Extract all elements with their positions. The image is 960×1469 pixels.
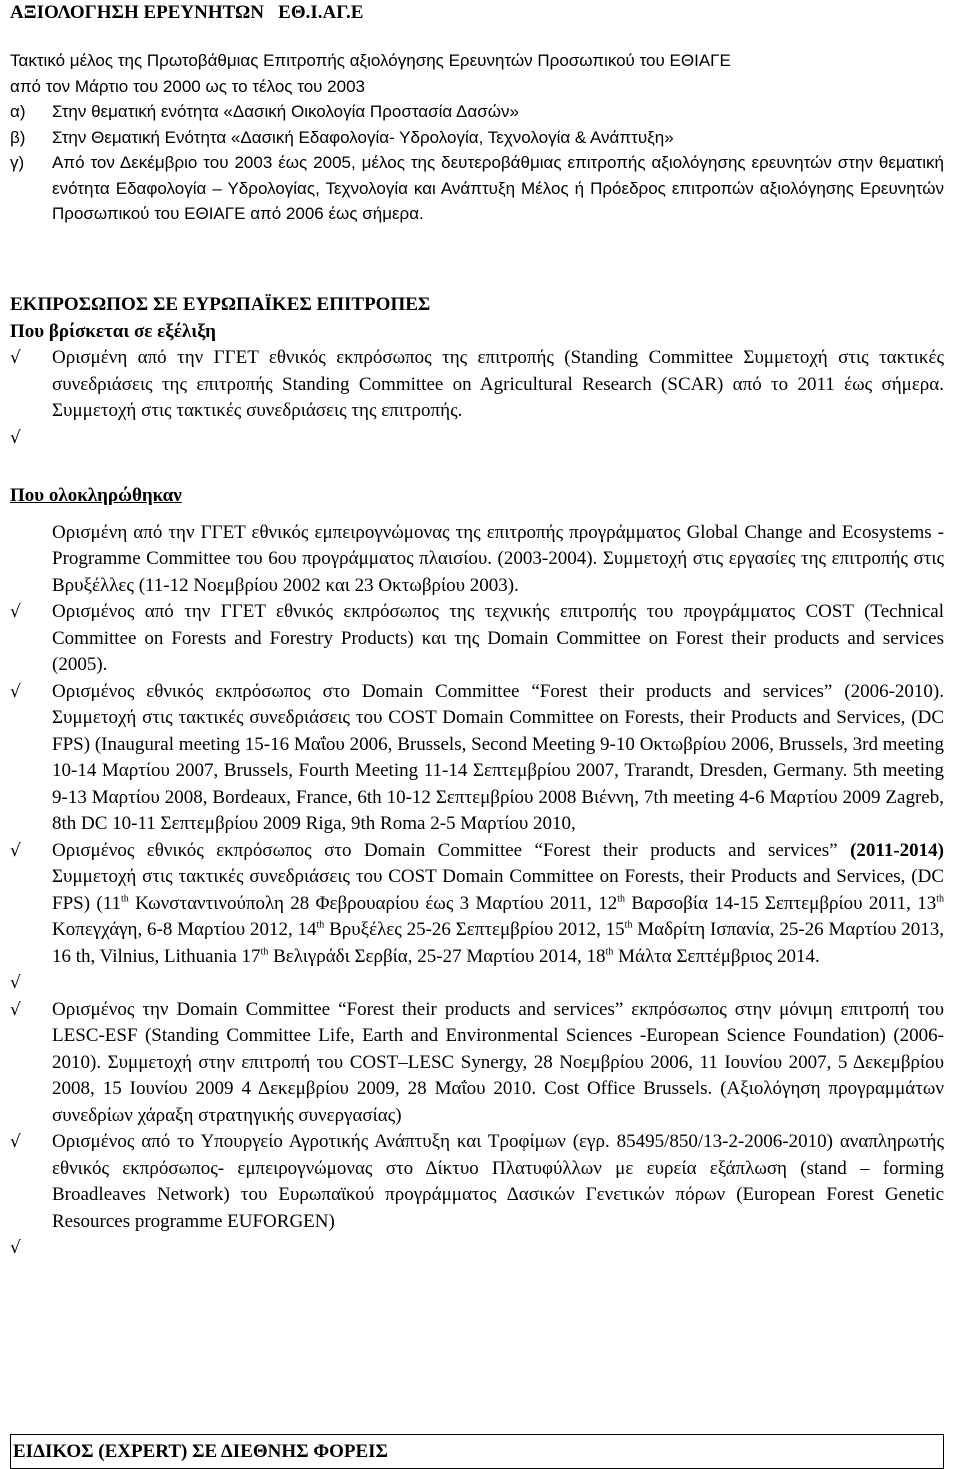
ordinal-suffix: th xyxy=(260,946,269,958)
ordinal-suffix: th xyxy=(617,893,625,905)
text-run: Μάλτα Σεπτέμβριος 2014. xyxy=(613,945,820,967)
eu-section-heading: ΕΚΠΡΟΣΩΠΟΣ ΣΕ ΕΥΡΩΠΑΪΚΕΣ ΕΠΙΤΡΟΠΕΣ xyxy=(10,294,431,315)
ordinal-suffix: th xyxy=(316,919,325,931)
completed-empty-item-2 xyxy=(10,1235,944,1262)
completed-item-text xyxy=(52,838,944,971)
expert-heading-text: ΕΙΔΙΚΟΣ (EXPERT) ΣΕ ΔΙΕΘΝΗΣ ΦΟΡΕΙΣ xyxy=(10,1434,944,1469)
text-run: Βελιγράδι Σερβία, 25-27 Μαρτίου 2014, 18 xyxy=(268,945,606,967)
ordinal-suffix: th xyxy=(936,893,944,905)
completed-item-euforgen xyxy=(10,1129,944,1235)
intro-item-c xyxy=(10,150,944,227)
intro-item-marker: α) xyxy=(10,102,26,121)
completed-empty-item xyxy=(10,970,944,997)
check-icon: √ xyxy=(10,1238,21,1258)
ordinal-suffix: th xyxy=(605,946,614,958)
check-icon: √ xyxy=(10,602,21,622)
intro-line-1: Τακτικό μέλος της Πρωτοβάθμιας Επιτροπής αξιολόγησης Ερευνητών Προσωπικού του ΕΘΙΑΓΕ xyxy=(10,51,731,70)
text-run: Κοπεγχάγη, 6-8 Μαρτίου 2012, 14 xyxy=(52,919,317,940)
check-icon: √ xyxy=(10,1132,21,1152)
ongoing-item-text: Ορισμένη από την ΓΓΕΤ εθνικός εκπρόσωπος της επιτροπής (Standing Committee Συμμετοχή στις τακτικές συνεδριάσεις της επιτροπής Standing Committee on Agricultural Research (SCAR) από το 2011 έως σήμερα. Συμμετοχή στις τακτικές συνεδριάσεις της επιτροπής. xyxy=(52,347,944,421)
check-icon: √ xyxy=(10,348,21,368)
text-run: Βρυξέλες 25-26 Σεπτεμβρίου 2012, 15 xyxy=(324,919,625,940)
ordinal-suffix: th xyxy=(624,919,633,931)
completed-item-text: Ορισμένη από την ΓΓΕΤ εθνικός εμπειρογνώμονας της επιτροπής προγράμματος Global Change and Ecosystems - Programme Committee του 6ου προγράμματος πλαισίου. (2003-2004). Συμμετοχή στις εργασίες της επιτροπής στις Βρυξέλλες (11-12 Νοεμβρίου 2002 και 23 Οκτωβρίου 2003). xyxy=(52,521,944,596)
intro-line-2: από τον Μάρτιο του 2000 ως το τέλος του 2003 xyxy=(10,76,365,96)
intro-item-text: Στην Θεματική Ενότητα «Δασική Εδαφολογία- Υδρολογία, Τεχνολογία & Ανάπτυξη» xyxy=(52,127,674,147)
years-bold: (2011-2014) xyxy=(850,839,944,861)
ongoing-empty-item xyxy=(10,425,944,452)
ongoing-heading: Που βρίσκεται σε εξέλιξη xyxy=(10,320,216,342)
intro-item-marker: β) xyxy=(10,127,26,147)
text-run: Ορισμένος εθνικός εκπρόσωπος στο Domain Committee “Forest their products and services” xyxy=(52,839,851,861)
page-title xyxy=(10,0,944,27)
completed-item-global-change xyxy=(10,520,944,600)
check-icon: √ xyxy=(10,973,21,993)
intro-section xyxy=(10,48,944,227)
completed-item-lesc xyxy=(10,997,944,1130)
ongoing-item xyxy=(10,345,944,425)
check-icon: √ xyxy=(10,999,21,1020)
completed-heading: Που ολοκληρώθηκαν xyxy=(10,485,182,506)
intro-item-a xyxy=(10,99,944,125)
check-icon: √ xyxy=(10,427,21,448)
text-run: Κωνσταντινούπολη 28 Φεβρουαρίου έως 3 Μαρτίου 2011, 12 xyxy=(128,892,618,914)
eu-committees-section xyxy=(10,292,944,451)
completed-item-cost xyxy=(10,599,944,679)
text-run: Μαδρίτη Ισπανία, 25-26 Μαρτίου 2013, 16 th, Vilnius, Lithuania 17 xyxy=(52,919,944,967)
ordinal-suffix: th xyxy=(120,893,129,905)
completed-section xyxy=(10,483,944,1262)
check-icon: √ xyxy=(10,840,21,861)
completed-item-text: Ορισμένος την Domain Committee “Forest their products and services” εκπρόσωπος στην μόνιμη επιτροπή του LESC-ESF (Standing Committee Life, Earth and Environmental Sciences -European Science Foundation) (2006-2010). Συμμετοχή στην επιτροπή του COST–LESC Synergy, 28 Νοεμβρίου 2006, 11 Ιουνίου 2007, 5 Δεκεμβρίου 2008, 15 Ιουνίου 2009 4 Δεκεμβρίου 2009, 28 Μαΐου 2010. Cost Office Brussels. (Αξιολόγηση προγραμμάτων συνεδρίων χάραξη στρατηγικής συνεργασίας) xyxy=(52,998,944,1126)
completed-item-text: Ορισμένος εθνικός εκπρόσωπος στο Domain Committee “Forest their products and services” (2006-2010). Συμμετοχή στις τακτικές συνεδριάσεις του COST Domain Committee on Forests, their Products and Services, (DC FPS) (Inaugural meeting 15-16 Μαΐου 2006, Brussels, Second Meeting 9-10 Οκτωβρίου 2006, Brussels, 3rd meeting 10-14 Μαρτίου 2007, Brussels, Fourth Meeting 11-14 Σεπτεμβρίου 2007, Trarandt, Dresden, Germany. 5th meeting 9-13 Μαρτίου 2008, Bordeaux, France, 6th 10-12 Σεπτεμβρίου 2008 Βιέννη, 7th meeting 4-6 Μαρτίου 2009 Zagreb, 8th DC 10-11 Σεπτεμβρίου 2009 Riga, 9th Roma 2-5 Μαρτίου 2010, xyxy=(52,680,944,834)
intro-item-b xyxy=(10,125,944,151)
completed-item-domain-2006 xyxy=(10,679,944,838)
page-title-text: ΑΞΙΟΛΟΓΗΣΗ ΕΡΕΥΝΗΤΩΝ ΕΘ.Ι.ΑΓ.Ε xyxy=(10,2,364,23)
intro-item-text: Από τον Δεκέμβριο του 2003 έως 2005, μέλος της δευτεροβάθμιας επιτροπής αξιολόγησης ερευνητών στην θεματική ενότητα Εδαφολογία – Υδρολογίας, Τεχνολογία και Ανάπτυξη Μέλος ή Πρόεδρος επιτροπών αξιολόγησης Ερευνητών Προσωπικού του ΕΘΙΑΓΕ από 2006 έως σήμερα. xyxy=(52,153,944,223)
text-run: Συμμετοχή στις τακτικές συνεδριάσεις του COST Domain Committee on Forests, their Products and Services, (DC FPS) (11 xyxy=(52,866,944,914)
intro-item-text: Στην θεματική ενότητα «Δασική Οικολογία Προστασία Δασών» xyxy=(52,102,519,121)
text-run: Βαρσοβία 14-15 Σεπτεμβρίου 2011, 13 xyxy=(624,892,937,914)
completed-item-text: Ορισμένος από το Υπουργείο Αγροτικής Ανάπτυξη και Τροφίμων (εγρ. 85495/850/13-2-2006-2010) αναπληρωτής εθνικός εκπρόσωπος- εμπειρογνώμονας στο Δίκτυο Πλατυφύλλων με ευρεία εξάπλωση (stand – forming Broadleaves Network) του Ευρωπαϊκού προγράμματος Δασικών Γενετικών πόρων (European Forest Genetic Resources programme EUFORGEN) xyxy=(52,1131,944,1232)
completed-item-text: Ορισμένος από την ΓΓΕΤ εθνικός εκπρόσωπος της τεχνικής επιτροπής του προγράμματος COST (Technical Committee on Forests and Forestry Products) και της Domain Committee on Forest their products and services (2005). xyxy=(52,601,944,675)
completed-item-domain-2011 xyxy=(10,838,944,971)
intro-item-marker: γ) xyxy=(10,153,25,172)
check-icon: √ xyxy=(10,681,21,702)
expert-section-heading xyxy=(10,1434,944,1469)
